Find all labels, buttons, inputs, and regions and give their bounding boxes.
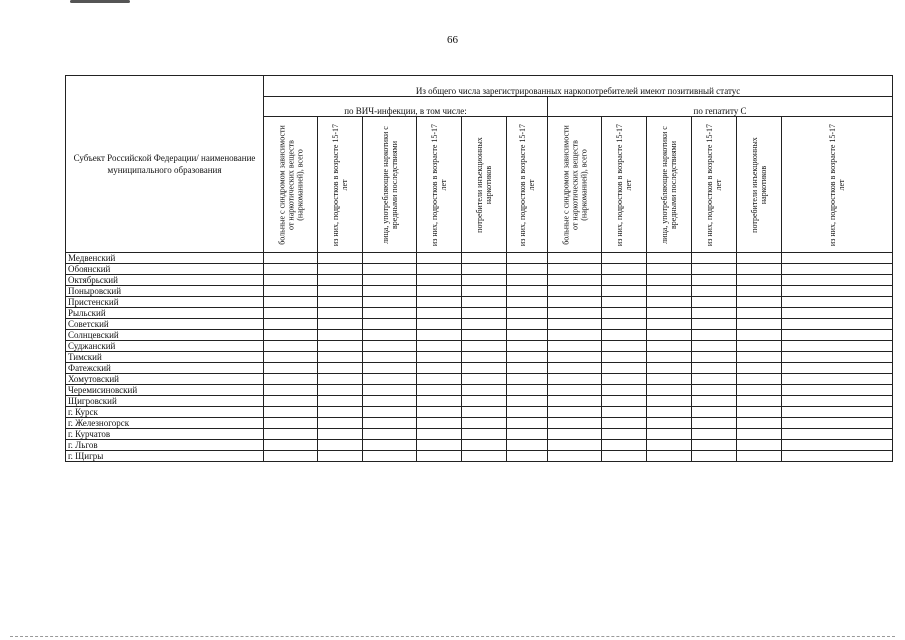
table-row xyxy=(66,253,893,264)
row-label: г. Курск xyxy=(66,407,264,418)
table-cell xyxy=(264,297,318,308)
row-label: Фатежский xyxy=(66,363,264,374)
table-cell xyxy=(417,286,462,297)
table-cell xyxy=(363,275,417,286)
table-cell xyxy=(602,440,647,451)
table-row xyxy=(66,440,893,451)
table-cell xyxy=(602,264,647,275)
table-cell xyxy=(737,308,782,319)
table-cell xyxy=(363,396,417,407)
table-cell xyxy=(318,330,363,341)
table-row xyxy=(66,429,893,440)
table-cell xyxy=(417,253,462,264)
table-cell xyxy=(548,363,602,374)
table-cell xyxy=(782,363,893,374)
table-row xyxy=(66,341,893,352)
table-cell xyxy=(507,341,548,352)
table-cell xyxy=(417,330,462,341)
table-cell xyxy=(462,330,507,341)
table-cell xyxy=(602,451,647,462)
table-cell xyxy=(647,451,692,462)
table-row xyxy=(66,264,893,275)
table-cell xyxy=(647,297,692,308)
table-cell xyxy=(507,253,548,264)
table-cell xyxy=(647,286,692,297)
table-cell xyxy=(737,286,782,297)
table-cell xyxy=(507,319,548,330)
table-cell xyxy=(462,286,507,297)
table-cell xyxy=(363,330,417,341)
table-cell xyxy=(647,253,692,264)
table-cell xyxy=(737,363,782,374)
table-cell xyxy=(602,385,647,396)
table-cell xyxy=(363,253,417,264)
table-cell xyxy=(318,253,363,264)
row-label: Суджанский xyxy=(66,341,264,352)
table-cell xyxy=(737,418,782,429)
table-cell xyxy=(462,319,507,330)
table-cell xyxy=(318,407,363,418)
table-cell xyxy=(507,374,548,385)
table-cell xyxy=(647,374,692,385)
scan-artifact xyxy=(70,0,130,3)
table-cell xyxy=(737,253,782,264)
row-label: Октябрьский xyxy=(66,275,264,286)
column-header-label: из них, подростков в возрасте 15-17 лет xyxy=(615,123,633,246)
table-cell xyxy=(462,451,507,462)
table-cell xyxy=(363,418,417,429)
table-cell xyxy=(363,407,417,418)
group-header-hiv: по ВИЧ-инфекции, в том числе: xyxy=(264,97,548,117)
table-cell xyxy=(417,275,462,286)
table-cell xyxy=(507,308,548,319)
column-header xyxy=(647,117,692,253)
table-cell xyxy=(782,396,893,407)
table-cell xyxy=(363,308,417,319)
table-cell xyxy=(417,396,462,407)
table-cell xyxy=(462,396,507,407)
table-cell xyxy=(602,396,647,407)
table-cell xyxy=(692,352,737,363)
column-header xyxy=(462,117,507,253)
table-cell xyxy=(692,253,737,264)
table-cell xyxy=(692,451,737,462)
table-cell xyxy=(782,275,893,286)
report-table xyxy=(65,75,893,462)
table-cell xyxy=(647,396,692,407)
table-cell xyxy=(264,341,318,352)
table-cell xyxy=(264,275,318,286)
column-header xyxy=(363,117,417,253)
table-cell xyxy=(462,418,507,429)
table-cell xyxy=(264,451,318,462)
table-cell xyxy=(264,396,318,407)
column-header xyxy=(602,117,647,253)
table-cell xyxy=(417,407,462,418)
table-cell xyxy=(692,308,737,319)
table-cell xyxy=(318,297,363,308)
table-cell xyxy=(318,319,363,330)
table-cell xyxy=(264,418,318,429)
table-cell xyxy=(692,363,737,374)
table-cell xyxy=(647,429,692,440)
column-header-label: из них, подростков в возрасте 15-17 лет xyxy=(828,123,847,246)
table-cell xyxy=(462,363,507,374)
table-cell xyxy=(462,440,507,451)
table-cell xyxy=(782,374,893,385)
table-cell xyxy=(548,396,602,407)
table-cell xyxy=(692,275,737,286)
column-header-label: из них, подростков в возрасте 15-17 лет xyxy=(331,123,349,246)
table-cell xyxy=(692,374,737,385)
table-cell xyxy=(318,385,363,396)
table-cell xyxy=(782,352,893,363)
table-cell xyxy=(507,396,548,407)
table-cell xyxy=(782,407,893,418)
table-cell xyxy=(782,330,893,341)
table-cell xyxy=(264,264,318,275)
table-row xyxy=(66,275,893,286)
table-cell xyxy=(417,363,462,374)
table-cell xyxy=(602,374,647,385)
table-cell xyxy=(507,286,548,297)
table-cell xyxy=(507,429,548,440)
table-cell xyxy=(602,319,647,330)
table-cell xyxy=(602,341,647,352)
table-cell xyxy=(737,396,782,407)
table-cell xyxy=(737,451,782,462)
row-label: Черемисиновский xyxy=(66,385,264,396)
table-cell xyxy=(647,264,692,275)
table-cell xyxy=(264,352,318,363)
table-cell xyxy=(692,319,737,330)
main-header: Из общего числа зарегистрированных наркопотребителей имеют позитивный статус xyxy=(264,76,893,97)
table-cell xyxy=(647,440,692,451)
table-cell xyxy=(548,253,602,264)
table-cell xyxy=(548,429,602,440)
table-cell xyxy=(602,308,647,319)
table-cell xyxy=(692,286,737,297)
row-label: Пристенский xyxy=(66,297,264,308)
column-header xyxy=(417,117,462,253)
table-cell xyxy=(318,308,363,319)
column-header xyxy=(548,117,602,253)
table-cell xyxy=(417,385,462,396)
table-cell xyxy=(462,308,507,319)
table-row xyxy=(66,451,893,462)
table-cell xyxy=(462,429,507,440)
table-cell xyxy=(602,352,647,363)
row-label: Рыльский xyxy=(66,308,264,319)
table-row xyxy=(66,352,893,363)
table-cell xyxy=(507,451,548,462)
table-cell xyxy=(647,352,692,363)
table-cell xyxy=(602,297,647,308)
table-cell xyxy=(548,418,602,429)
table-cell xyxy=(692,264,737,275)
table-cell xyxy=(692,396,737,407)
row-label: Поныровский xyxy=(66,286,264,297)
table-cell xyxy=(507,385,548,396)
table-cell xyxy=(737,297,782,308)
row-label: Тимский xyxy=(66,352,264,363)
table-cell xyxy=(363,385,417,396)
table-cell xyxy=(507,407,548,418)
table-cell xyxy=(782,308,893,319)
table-cell xyxy=(782,253,893,264)
table-cell xyxy=(548,330,602,341)
table-cell xyxy=(363,297,417,308)
table-cell xyxy=(462,275,507,286)
table-cell xyxy=(363,429,417,440)
table-cell xyxy=(737,440,782,451)
table-cell xyxy=(417,319,462,330)
table-cell xyxy=(264,330,318,341)
table-cell xyxy=(264,440,318,451)
table-cell xyxy=(417,429,462,440)
row-label: Обоянский xyxy=(66,264,264,275)
column-header-label: из них, подростков в возрасте 15-17 лет xyxy=(705,123,723,246)
table-cell xyxy=(647,418,692,429)
column-header xyxy=(692,117,737,253)
table-row xyxy=(66,308,893,319)
table-cell xyxy=(782,264,893,275)
table-cell xyxy=(318,264,363,275)
table-cell xyxy=(602,286,647,297)
table-row xyxy=(66,286,893,297)
table-cell xyxy=(692,440,737,451)
table-cell xyxy=(692,407,737,418)
table-cell xyxy=(417,341,462,352)
table-cell xyxy=(548,341,602,352)
table-cell xyxy=(264,308,318,319)
table-cell xyxy=(647,363,692,374)
table-cell xyxy=(417,308,462,319)
table-cell xyxy=(737,374,782,385)
column-header-label: лица, употребляющие наркотики с вредными последствиями xyxy=(380,125,399,244)
table-cell xyxy=(737,429,782,440)
table-cell xyxy=(363,264,417,275)
column-header xyxy=(782,117,893,253)
table-cell xyxy=(363,352,417,363)
table-cell xyxy=(507,330,548,341)
table-cell xyxy=(318,440,363,451)
table-cell xyxy=(548,352,602,363)
table-cell xyxy=(363,363,417,374)
column-header xyxy=(318,117,363,253)
table-cell xyxy=(417,440,462,451)
table-cell xyxy=(264,253,318,264)
table-cell xyxy=(318,396,363,407)
table-cell xyxy=(602,429,647,440)
column-header-label: из них, подростков в возрасте 15-17 лет xyxy=(430,123,448,246)
table-cell xyxy=(507,363,548,374)
table-cell xyxy=(692,429,737,440)
table-cell xyxy=(647,319,692,330)
table-cell xyxy=(548,440,602,451)
table-cell xyxy=(417,374,462,385)
column-header-label: больные с синдромом зависимости от наркотических веществ (наркоманией), всего xyxy=(561,124,588,245)
column-header xyxy=(737,117,782,253)
table-cell xyxy=(548,385,602,396)
table-cell xyxy=(462,297,507,308)
table-cell xyxy=(264,407,318,418)
table-row xyxy=(66,374,893,385)
table-cell xyxy=(507,440,548,451)
table-cell xyxy=(507,264,548,275)
row-label: Щигровский xyxy=(66,396,264,407)
table-cell xyxy=(647,385,692,396)
table-cell xyxy=(692,341,737,352)
row-label: Хомутовский xyxy=(66,374,264,385)
table-cell xyxy=(692,297,737,308)
table-cell xyxy=(417,264,462,275)
table-cell xyxy=(647,308,692,319)
table-cell xyxy=(602,253,647,264)
table-cell xyxy=(462,264,507,275)
table-cell xyxy=(318,275,363,286)
table-cell xyxy=(548,308,602,319)
table-cell xyxy=(264,385,318,396)
table-cell xyxy=(737,385,782,396)
table-cell xyxy=(692,330,737,341)
table-cell xyxy=(782,286,893,297)
column-header-label: из них, подростков в возрасте 15-17 лет xyxy=(518,123,536,246)
table-cell xyxy=(318,451,363,462)
table-cell xyxy=(647,275,692,286)
table-cell xyxy=(507,418,548,429)
table-cell xyxy=(507,297,548,308)
table-row xyxy=(66,319,893,330)
table-cell xyxy=(782,297,893,308)
table-cell xyxy=(737,352,782,363)
table-cell xyxy=(318,363,363,374)
table-cell xyxy=(264,429,318,440)
subject-column-header: Субъект Российской Федерации/ наименование муниципального образования xyxy=(66,76,264,253)
column-header-label: лица, употребляющие наркотики с вредными последствиями xyxy=(660,125,678,244)
table-cell xyxy=(417,418,462,429)
table-cell xyxy=(264,363,318,374)
table-row xyxy=(66,407,893,418)
table-cell xyxy=(782,341,893,352)
row-label: Медвенский xyxy=(66,253,264,264)
table-row xyxy=(66,396,893,407)
table-cell xyxy=(602,275,647,286)
table-row xyxy=(66,418,893,429)
table-cell xyxy=(462,407,507,418)
table-cell xyxy=(417,297,462,308)
table-cell xyxy=(602,407,647,418)
table-cell xyxy=(318,429,363,440)
table-cell xyxy=(363,286,417,297)
column-header-label: потребители инъекционных наркотиков xyxy=(475,136,493,233)
table-cell xyxy=(363,341,417,352)
scan-artifact-bottom xyxy=(10,636,895,638)
table-cell xyxy=(602,363,647,374)
table-cell xyxy=(692,385,737,396)
page-number: 66 xyxy=(447,34,458,46)
table-cell xyxy=(363,319,417,330)
table-cell xyxy=(782,440,893,451)
table-cell xyxy=(363,440,417,451)
table-cell xyxy=(647,341,692,352)
table-cell xyxy=(318,286,363,297)
row-label: Советский xyxy=(66,319,264,330)
table-cell xyxy=(737,341,782,352)
table-cell xyxy=(417,352,462,363)
table-row xyxy=(66,330,893,341)
table-cell xyxy=(264,286,318,297)
table-cell xyxy=(462,253,507,264)
table-cell xyxy=(318,418,363,429)
table-cell xyxy=(782,429,893,440)
table-cell xyxy=(737,275,782,286)
column-header-label: потребители инъекционных наркотиков xyxy=(750,136,768,233)
group-header-hepatitis-c: по гепатиту С xyxy=(548,97,893,117)
table-cell xyxy=(602,330,647,341)
table-cell xyxy=(602,418,647,429)
table-cell xyxy=(363,451,417,462)
table-cell xyxy=(647,407,692,418)
table-cell xyxy=(782,451,893,462)
table-cell xyxy=(462,385,507,396)
table-cell xyxy=(462,374,507,385)
table-cell xyxy=(782,319,893,330)
table-cell xyxy=(548,407,602,418)
table-cell xyxy=(548,275,602,286)
table-cell xyxy=(548,451,602,462)
table-row xyxy=(66,385,893,396)
table-row xyxy=(66,363,893,374)
table-cell xyxy=(507,275,548,286)
column-header xyxy=(507,117,548,253)
row-label: г. Щигры xyxy=(66,451,264,462)
table-cell xyxy=(318,352,363,363)
table-cell xyxy=(548,286,602,297)
table-cell xyxy=(737,319,782,330)
table-cell xyxy=(417,451,462,462)
table-cell xyxy=(647,330,692,341)
table-cell xyxy=(782,385,893,396)
table-cell xyxy=(737,264,782,275)
table-row xyxy=(66,297,893,308)
row-label: Солнцевский xyxy=(66,330,264,341)
table-cell xyxy=(548,297,602,308)
row-label: г. Курчатов xyxy=(66,429,264,440)
row-label: г. Железногорск xyxy=(66,418,264,429)
table-cell xyxy=(737,407,782,418)
table-cell xyxy=(548,319,602,330)
table-cell xyxy=(507,352,548,363)
column-header-label: больные с синдромом зависимости от наркотических веществ (наркоманией), всего xyxy=(277,124,304,245)
table-cell xyxy=(548,374,602,385)
table-cell xyxy=(462,352,507,363)
column-header xyxy=(264,117,318,253)
row-label: г. Льгов xyxy=(66,440,264,451)
table-cell xyxy=(548,264,602,275)
table-cell xyxy=(782,418,893,429)
table-cell xyxy=(462,341,507,352)
table-cell xyxy=(264,374,318,385)
table-cell xyxy=(363,374,417,385)
table-cell xyxy=(318,374,363,385)
table-cell xyxy=(318,341,363,352)
table-cell xyxy=(737,330,782,341)
table-cell xyxy=(264,319,318,330)
table-cell xyxy=(692,418,737,429)
